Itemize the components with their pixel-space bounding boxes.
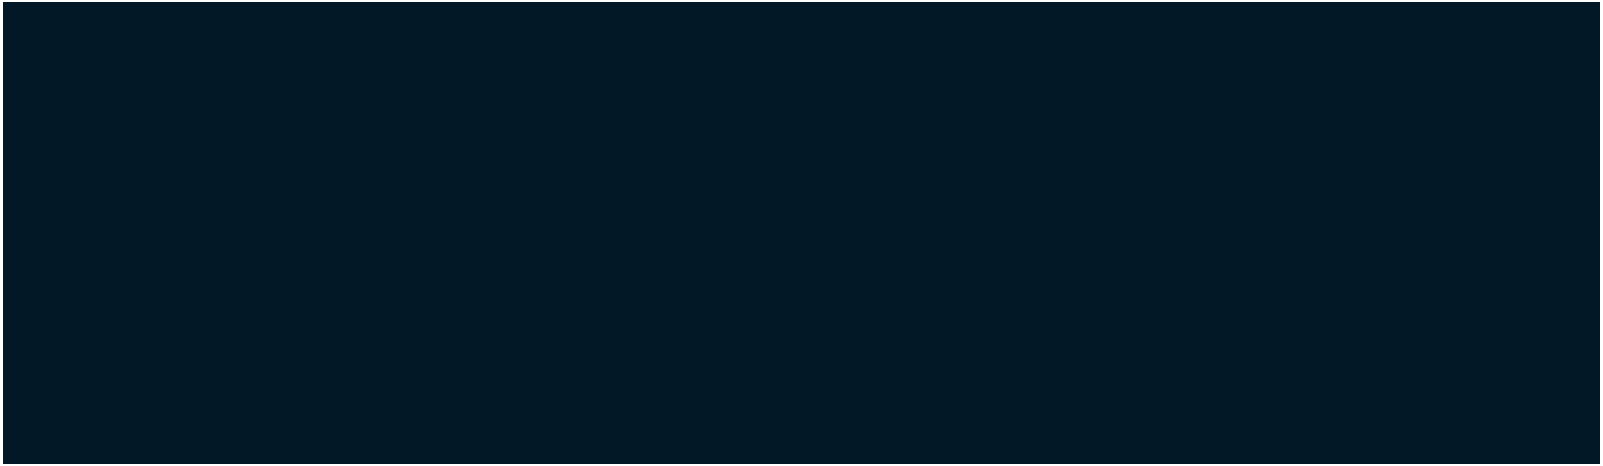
blank-dark-panel [3,2,1600,464]
